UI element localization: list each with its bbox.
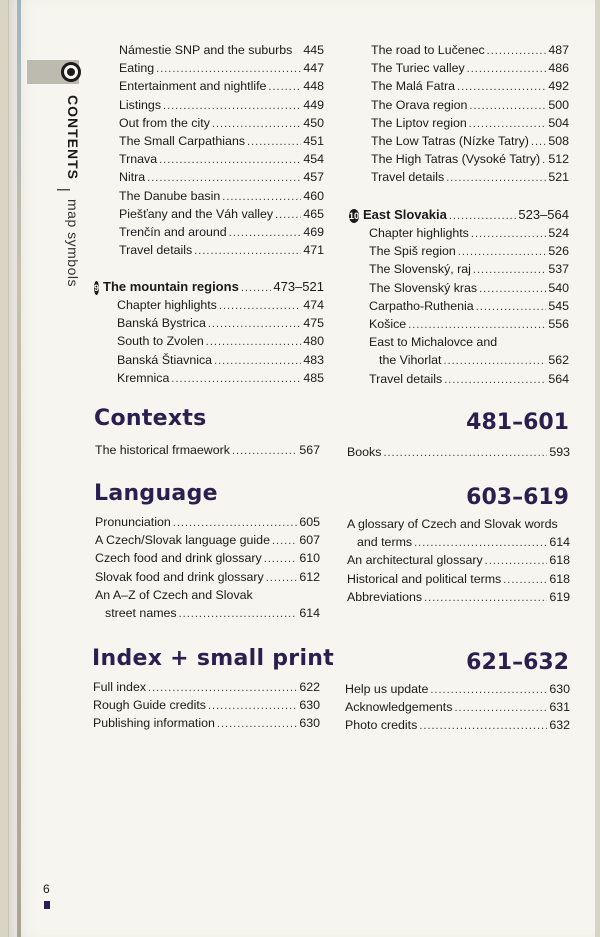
toc-entry-page: 612 xyxy=(299,569,320,584)
folio-marker xyxy=(44,901,50,909)
toc-entry-page: 593 xyxy=(549,445,570,459)
leader-dots xyxy=(206,336,302,348)
toc-entry xyxy=(357,535,570,553)
spine-edge xyxy=(17,0,21,937)
toc-entry-page: 618 xyxy=(549,571,570,586)
toc-entry-label: Banská Bystrica xyxy=(117,316,206,331)
toc-entry-page: 500 xyxy=(548,97,569,112)
toc-entry-label: Chapter highlights xyxy=(369,226,469,240)
toc-entry xyxy=(119,152,324,170)
toc-entry-label: Listings xyxy=(119,97,162,112)
toc-entry xyxy=(347,517,570,535)
toc-entry-label: An A–Z of Czech and Slovak xyxy=(95,587,253,602)
tab-marker-dot xyxy=(61,62,81,82)
toc-entry xyxy=(119,98,324,116)
toc-entry-label: Chapter highlights xyxy=(117,298,217,312)
leader-dots xyxy=(148,682,297,694)
toc-entry xyxy=(117,298,324,316)
toc-entry-label: Piešťany and the Váh valley xyxy=(119,206,274,221)
toc-entry-label: the Vihorlat xyxy=(379,353,442,368)
leader-dots xyxy=(458,246,547,258)
toc-entry-label: Trnava xyxy=(119,152,158,167)
toc-entry-page: 556 xyxy=(548,317,569,331)
leader-dots xyxy=(503,574,547,586)
toc-entry-page: 537 xyxy=(548,262,569,277)
toc-entry-label: A glossary of Czech and Slovak words xyxy=(347,517,558,531)
leader-dots xyxy=(479,283,546,295)
toc-entry-label: Nitra xyxy=(119,170,146,185)
toc-entry-label: The Turiec valley xyxy=(371,61,465,76)
toc-entry-page: 521 xyxy=(548,170,569,185)
leader-dots xyxy=(194,245,301,257)
chapter-title: The mountain regions xyxy=(103,279,239,294)
toc-entry-page: 632 xyxy=(549,718,570,733)
toc-entry xyxy=(95,551,320,569)
leader-dots xyxy=(444,374,546,386)
chapter-number-badge: 10 xyxy=(349,211,360,221)
section-title-index: Index + small print xyxy=(92,646,335,671)
toc-entry-label: The Low Tatras (Nízke Tatry) xyxy=(371,134,529,148)
toc-entry xyxy=(105,606,320,624)
toc-entry-label: The Orava region xyxy=(371,97,468,112)
section-range-language: 603–619 xyxy=(466,485,569,510)
toc-entry-page: 610 xyxy=(299,551,320,566)
leader-dots xyxy=(214,355,301,367)
toc-entry xyxy=(119,243,324,261)
toc-entry xyxy=(119,43,324,61)
leader-dots xyxy=(469,118,547,130)
chapter-heading xyxy=(349,207,569,225)
toc-entry-label: The Spiš region xyxy=(369,244,456,259)
leader-dots xyxy=(208,318,301,330)
leader-dots xyxy=(485,555,548,567)
leader-dots xyxy=(179,608,298,620)
toc-entry xyxy=(119,189,324,207)
page-number: 6 xyxy=(43,882,50,896)
leader-dots xyxy=(467,63,547,75)
leader-dots xyxy=(487,45,547,57)
toc-entry-label: Acknowledgements xyxy=(345,700,453,715)
leader-dots xyxy=(147,172,301,184)
toc-entry xyxy=(371,170,569,188)
toc-entry xyxy=(347,590,570,608)
leader-dots xyxy=(217,718,297,730)
toc-entry xyxy=(95,570,320,588)
toc-entry-page: 630 xyxy=(549,682,570,696)
chapter-page-range: 473–521 xyxy=(273,279,324,294)
toc-entry-label: The historical frmaework xyxy=(95,443,230,457)
toc-entry-page: 486 xyxy=(548,61,569,76)
toc-entry-label: The Danube basin xyxy=(119,188,221,203)
leader-dots xyxy=(419,720,547,732)
toc-entry xyxy=(119,207,324,225)
toc-entry xyxy=(95,588,320,606)
toc-entry xyxy=(371,152,569,170)
toc-entry-page: 457 xyxy=(303,170,324,185)
leader-dots xyxy=(414,537,547,549)
leader-dots xyxy=(449,210,517,222)
toc-entry-page: 480 xyxy=(303,334,324,349)
chapter-heading xyxy=(94,279,324,297)
toc-entry xyxy=(119,79,324,97)
toc-entry-page: 469 xyxy=(303,225,324,239)
toc-entry-page: 630 xyxy=(299,716,320,731)
leader-dots xyxy=(163,100,301,112)
toc-entry xyxy=(119,134,324,152)
chapter-page-range: 523–564 xyxy=(518,207,569,222)
leader-dots xyxy=(272,535,297,547)
toc-entry xyxy=(347,445,570,463)
leader-dots xyxy=(219,300,301,312)
toc-entry-label: Pronunciation xyxy=(95,515,171,529)
toc-entry-page: 618 xyxy=(549,553,570,568)
toc-entry xyxy=(95,515,320,533)
leader-dots xyxy=(264,553,298,565)
toc-entry xyxy=(369,335,569,353)
toc-entry xyxy=(371,134,569,152)
toc-entry-label: Historical and political terms xyxy=(347,571,502,586)
leader-dots xyxy=(383,447,547,459)
section-range-contexts: 481–601 xyxy=(466,410,569,435)
toc-entry-page: 445 xyxy=(303,43,324,57)
chapter-title: East Slovakia xyxy=(363,207,447,222)
toc-entry xyxy=(93,716,320,734)
toc-entry xyxy=(345,700,570,718)
toc-entry xyxy=(345,718,570,736)
toc-entry-page: 540 xyxy=(548,280,569,295)
leader-dots xyxy=(247,136,301,148)
toc-entry-label: The Slovenský, raj xyxy=(369,262,471,277)
toc-entry xyxy=(117,371,324,389)
toc-entry-page: 504 xyxy=(548,115,569,130)
toc-entry-label: Books xyxy=(347,445,382,459)
leader-dots xyxy=(454,702,547,714)
toc-entry-page: 485 xyxy=(303,370,324,385)
toc-entry-page: 562 xyxy=(548,353,569,368)
toc-entry-label: Trenčín and around xyxy=(119,225,227,239)
toc-entry-label: Košice xyxy=(369,317,407,331)
leader-dots xyxy=(232,445,297,457)
toc-entry-page: 545 xyxy=(548,298,569,313)
toc-entry-page: 605 xyxy=(299,515,320,529)
leader-dots xyxy=(443,355,546,367)
toc-entry-label: street names xyxy=(105,606,177,620)
toc-entry-label: An architectural glossary xyxy=(347,553,483,568)
toc-entry-label: A Czech/Slovak language guide xyxy=(95,533,270,548)
toc-entry xyxy=(95,533,320,551)
toc-entry xyxy=(369,317,569,335)
toc-entry xyxy=(119,116,324,134)
toc-entry-label: The High Tatras (Vysoké Tatry) xyxy=(371,152,541,167)
leader-dots xyxy=(171,373,301,385)
toc-entry-label: Travel details xyxy=(371,170,445,185)
toc-entry-label: The Slovenský kras xyxy=(369,280,478,295)
toc-entry-page: 631 xyxy=(549,700,570,715)
leader-dots xyxy=(424,592,547,604)
toc-entry-label: Czech food and drink glossary xyxy=(95,551,262,566)
toc-entry-label: The road to Lučenec xyxy=(371,43,485,57)
leader-dots xyxy=(222,191,301,203)
section-title-contexts: Contexts xyxy=(94,406,207,431)
toc-entry-page: 475 xyxy=(303,316,324,331)
toc-entry-label: Travel details xyxy=(119,243,193,258)
toc-entry-label: Rough Guide credits xyxy=(93,698,206,713)
leader-dots xyxy=(473,264,546,276)
side-tab: CONTENTS | map symbols xyxy=(57,95,81,288)
toc-entry-page: 487 xyxy=(548,43,569,57)
toc-entry-page: 449 xyxy=(303,97,324,112)
toc-entry-page: 447 xyxy=(303,61,324,76)
toc-entry-page: 564 xyxy=(548,371,569,386)
toc-entry xyxy=(347,572,570,590)
toc-entry xyxy=(371,116,569,134)
toc-entry xyxy=(345,682,570,700)
toc-entry-label: Abbreviations xyxy=(347,589,423,604)
section-range-index: 621–632 xyxy=(466,650,569,675)
side-tab-other: map symbols xyxy=(65,199,81,288)
leader-dots xyxy=(268,81,301,93)
leader-dots xyxy=(241,282,272,294)
toc-entry-label: Out from the city xyxy=(119,115,210,130)
toc-entry-page: 619 xyxy=(549,589,570,604)
leader-dots xyxy=(275,209,301,221)
toc-entry-page: 607 xyxy=(299,533,320,548)
toc-entry-label: Help us update xyxy=(345,682,429,696)
toc-entry-label: South to Zvolen xyxy=(117,334,204,349)
toc-entry-page: 465 xyxy=(303,206,324,221)
toc-entry xyxy=(371,43,569,61)
toc-entry-page: 492 xyxy=(548,79,569,94)
leader-dots xyxy=(229,227,302,239)
toc-entry-label: Námestie SNP and the suburbs xyxy=(119,43,293,57)
leader-dots xyxy=(457,81,546,93)
toc-entry xyxy=(369,281,569,299)
toc-entry xyxy=(95,443,320,461)
toc-entry-page: 524 xyxy=(548,226,569,240)
leader-dots xyxy=(208,700,297,712)
toc-entry-page: 512 xyxy=(548,152,569,167)
leader-dots xyxy=(212,118,301,130)
toc-entry-label: Photo credits xyxy=(345,718,418,733)
toc-entry-label: Banská Štiavnica xyxy=(117,352,213,367)
leader-dots xyxy=(446,172,546,184)
toc-entry-page: 630 xyxy=(299,698,320,713)
toc-entry-page: 622 xyxy=(299,680,320,694)
toc-entry-label: Full index xyxy=(93,680,147,694)
toc-entry-label: Entertainment and nightlife xyxy=(119,79,267,94)
toc-entry-label: and terms xyxy=(357,535,413,550)
toc-entry xyxy=(93,680,320,698)
toc-entry-page: 483 xyxy=(303,352,324,367)
toc-entry-label: East to Michalovce and xyxy=(369,335,498,350)
toc-entry xyxy=(369,372,569,390)
leader-dots xyxy=(531,136,546,148)
toc-entry xyxy=(379,353,569,371)
toc-entry-page: 614 xyxy=(549,535,570,550)
leader-dots xyxy=(266,572,298,584)
toc-entry xyxy=(93,698,320,716)
toc-entry-page: 614 xyxy=(299,606,320,620)
book-page xyxy=(8,0,595,937)
toc-entry-page: 474 xyxy=(303,298,324,312)
toc-entry-label: Slovak food and drink glossary xyxy=(95,569,264,584)
toc-entry xyxy=(117,353,324,371)
toc-entry-label: Travel details xyxy=(369,371,443,386)
toc-entry-page: 526 xyxy=(548,244,569,259)
toc-entry xyxy=(369,262,569,280)
toc-entry-label: The Small Carpathians xyxy=(119,134,246,148)
leader-dots xyxy=(430,684,547,696)
toc-entry xyxy=(347,553,570,571)
chapter-number-badge: 9 xyxy=(94,283,100,293)
leader-dots xyxy=(469,100,546,112)
side-tab-current: CONTENTS xyxy=(65,95,81,180)
toc-entry-label: Eating xyxy=(119,61,155,76)
toc-entry-label: The Malá Fatra xyxy=(371,79,456,94)
toc-entry xyxy=(117,316,324,334)
toc-entry-page: 471 xyxy=(303,243,324,258)
section-title-language: Language xyxy=(94,481,218,506)
toc-entry xyxy=(371,61,569,79)
toc-entry xyxy=(371,79,569,97)
toc-entry-label: Publishing information xyxy=(93,716,215,731)
leader-dots xyxy=(476,301,547,313)
toc-entry-page: 448 xyxy=(303,79,324,94)
leader-dots xyxy=(173,517,298,529)
toc-entry xyxy=(369,226,569,244)
leader-dots xyxy=(408,319,546,331)
toc-entry xyxy=(117,334,324,352)
leader-dots xyxy=(159,154,301,166)
toc-entry-page: 451 xyxy=(303,134,324,148)
toc-entry-page: 450 xyxy=(303,115,324,130)
toc-entry xyxy=(119,225,324,243)
toc-entry xyxy=(371,98,569,116)
toc-entry-page: 508 xyxy=(548,134,569,148)
toc-entry-label: Kremnica xyxy=(117,370,170,385)
toc-entry-label: The Liptov region xyxy=(371,115,467,130)
leader-dots xyxy=(542,154,546,166)
toc-entry xyxy=(119,170,324,188)
toc-entry xyxy=(369,299,569,317)
leader-dots xyxy=(471,228,546,240)
toc-entry-page: 567 xyxy=(299,443,320,457)
leader-dots xyxy=(156,63,301,75)
toc-entry-page: 454 xyxy=(303,152,324,167)
toc-entry xyxy=(369,244,569,262)
toc-entry xyxy=(119,61,324,79)
toc-entry-label: Carpatho-Ruthenia xyxy=(369,298,474,313)
toc-entry-page: 460 xyxy=(303,188,324,203)
